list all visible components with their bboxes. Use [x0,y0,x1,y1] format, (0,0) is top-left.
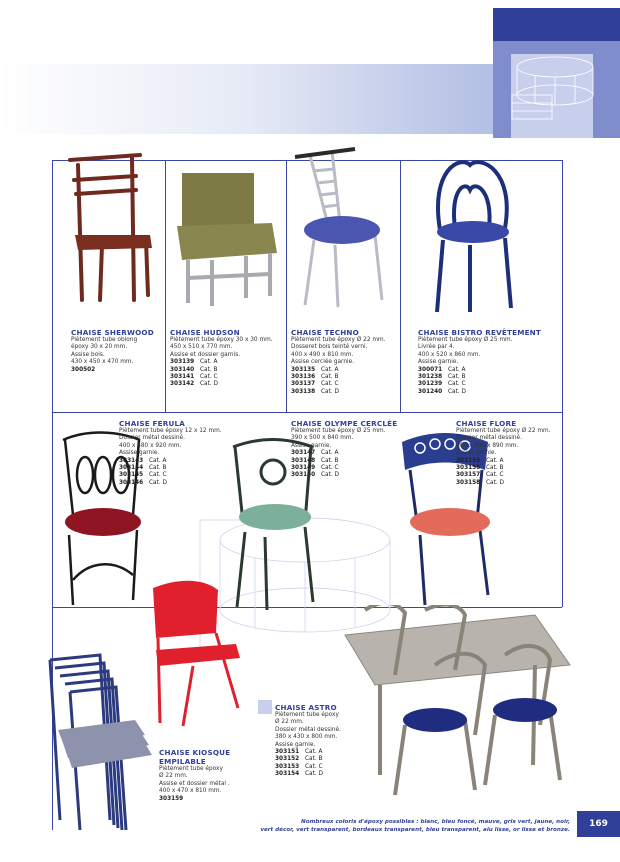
product-desc-line: 400 x 520 x 860 mm. [418,351,481,358]
product-title: CHAISE FERULA [119,419,186,428]
astro-label-marker [258,700,272,714]
product-desc-line: Piètement tube époxy [159,766,223,772]
product-desc-line: 400 x 490 x 890 mm. [456,442,519,449]
ref-code: 300071 [418,366,443,373]
ref-cat: Cat. A [200,359,218,366]
product-desc-line: Dossier métal dessiné. [119,435,185,442]
product-desc-line: 400 x 490 x 810 mm. [291,351,354,358]
ref-cat: Cat. A [149,457,167,464]
ref-code: 303138 [291,388,316,395]
product-desc-line: 390 x 500 x 840 mm. [291,435,354,442]
ref-cat: Cat. C [305,763,323,770]
ref-cat: Cat. A [321,366,339,373]
ref-code: 303135 [291,366,316,373]
product-desc-line: Assise cerclée garnie. [291,359,355,366]
page-number: 169 [577,811,620,837]
ref-cat: Cat. D [149,479,168,486]
product-desc-line: Dossier métal dessiné. [275,726,341,733]
ref-cat: Cat. C [149,472,167,479]
footer-color-note [200,818,570,834]
grid-line [165,160,166,412]
product-desc-line: 430 x 450 x 470 mm. [71,359,134,366]
chair-kiosque-stack-image [40,640,160,835]
wireframe-table-illustration [500,45,600,125]
product-title: CHAISE OLYMPE CERCLÉE [291,419,398,428]
ref-code: 303136 [291,374,316,381]
grid-line [52,412,562,413]
ref-code: 303145 [119,472,144,479]
ref-code: 303159 [159,795,184,802]
product-desc-line: Piètement tube époxy 30 x 30 mm. [170,337,273,343]
ref-code: 303149 [291,465,316,472]
grid-line [286,160,287,412]
product-title: CHAISE HUDSON [170,328,240,337]
product-desc-line: Assise et dossier garnis. [170,351,241,358]
product-title: CHAISE BISTRO REVÊTEMENT [418,328,542,337]
ref-cat: Cat. A [448,366,466,373]
ref-code: 303157 [456,472,481,479]
footer-line: Nombreux coloris d'époxy possibles : blanc, bleu foncé, mauve, gris vert, jaune, noir, [301,819,570,825]
ref-cat: Cat. D [305,771,324,778]
product-desc-line: Piètement tube époxy Ø 22 mm. [291,337,386,343]
chair-hudson-image [172,168,282,308]
product-kiosque [159,748,230,803]
ref-cat: Cat. B [448,374,466,381]
product-desc-line: 450 x 510 x 770 mm. [170,344,233,351]
ref-cat: Cat. C [486,472,504,479]
ref-cat: Cat. D [200,381,219,388]
product-desc-line: Ø 22 mm. [275,719,304,726]
product-desc-line: Livrée par 4. [418,344,455,351]
product-desc-line: Dossier métal dessiné. [456,435,522,442]
product-desc-line: Dosseret bois teinté verni. [291,344,368,351]
grid-line [400,160,401,412]
ref-code: 303156 [456,465,481,472]
ref-cat: Cat. A [305,749,323,756]
ref-cat: Cat. B [321,374,339,381]
product-desc-line: 400 x 480 x 920 mm. [119,442,182,449]
ref-code: 303154 [275,771,300,778]
ref-cat: Cat. C [321,465,339,472]
product-desc-line: Assise garnie. [418,359,459,366]
ref-cat: Cat. B [305,756,323,763]
product-title: CHAISE KIOSQUE [159,748,231,757]
ref-code: 303142 [170,381,195,388]
product-desc-line: Assise bois. [71,351,105,358]
product-desc-line: Ø 22 mm. [159,773,188,780]
ref-cat: Cat. D [486,479,505,486]
ref-code: 303150 [291,472,316,479]
chair-kiosque-red-image [148,578,243,728]
ref-code: 303144 [119,465,144,472]
product-title: CHAISE FLORE [456,419,517,428]
ref-code: 301240 [418,388,443,395]
ref-cat: Cat. A [321,450,339,457]
chair-astro-table-set-image [335,605,575,805]
product-ferula [119,419,222,487]
ref-code: 301239 [418,381,443,388]
product-olympe [291,419,397,480]
ref-cat: Cat. D [321,472,340,479]
ref-code: 303146 [119,479,144,486]
ref-cat: Cat. B [486,465,504,472]
product-title: CHAISE ASTRO [275,703,337,712]
product-desc-line: Assise garnie. [456,450,497,457]
ref-code: 303139 [170,359,195,366]
product-desc-line: Assise garnie. [119,450,160,457]
ref-cat: Cat. B [321,457,339,464]
ref-code: 303155 [456,457,481,464]
product-bistro [418,328,541,396]
ref-cat: Cat. B [149,465,167,472]
product-title: CHAISE SHERWOOD [71,328,154,337]
ref-code: 301238 [418,374,443,381]
footer-line: vert décor, vert transparent, bordeaux transparent, bleu transparent, alu lisse, or lisse et bronze. [260,827,570,833]
product-desc-line: Piètement tube oblong [71,337,138,343]
chair-sherwood-image [60,150,155,310]
product-desc-line: Piètement tube époxy Ø 22 mm. [456,428,551,434]
ref-cat: Cat. B [200,366,218,373]
product-desc-line: 400 x 470 x 810 mm. [159,788,222,795]
chair-bistro-image [425,150,525,315]
product-flore [456,419,551,487]
product-desc-line: époxy 30 x 20 mm. [71,344,128,351]
product-title: CHAISE TECHNO [291,328,359,337]
product-desc-line: Piètement tube époxy 12 x 12 mm. [119,428,222,434]
product-desc-line: Piètement tube époxy Ø 25 mm. [418,337,513,343]
product-desc-line: Piètement tube époxy [275,712,339,718]
ref-code: 300502 [71,366,96,373]
ref-code: 303141 [170,374,195,381]
ref-code: 303158 [456,479,481,486]
product-title: EMPILABLE [159,757,206,766]
ref-code: 303137 [291,381,316,388]
product-desc-line: Assise garnie. [275,741,316,748]
ref-code: 303152 [275,756,300,763]
ref-code: 303148 [291,457,316,464]
ref-code: 303153 [275,763,300,770]
ref-code: 303147 [291,450,316,457]
grid-line [562,160,563,607]
ref-code: 303140 [170,366,195,373]
ref-cat: Cat. A [486,457,504,464]
ref-code: 303143 [119,457,144,464]
ref-cat: Cat. C [200,374,218,381]
product-desc-line: Assise et dossier métal . [159,780,230,787]
ref-code: 303151 [275,749,300,756]
ref-cat: Cat. D [448,388,467,395]
product-astro [275,703,341,779]
product-desc-line: Piètement tube époxy Ø 25 mm. [291,428,386,434]
product-desc-line: 380 x 430 x 800 mm. [275,734,338,741]
product-desc-line: Assise garnie. [291,442,332,449]
chair-techno-image [290,145,395,310]
product-techno [291,328,386,396]
ref-cat: Cat. C [448,381,466,388]
product-hudson [170,328,273,389]
product-sherwood [71,328,154,374]
ref-cat: Cat. D [321,388,340,395]
ref-cat: Cat. C [321,381,339,388]
